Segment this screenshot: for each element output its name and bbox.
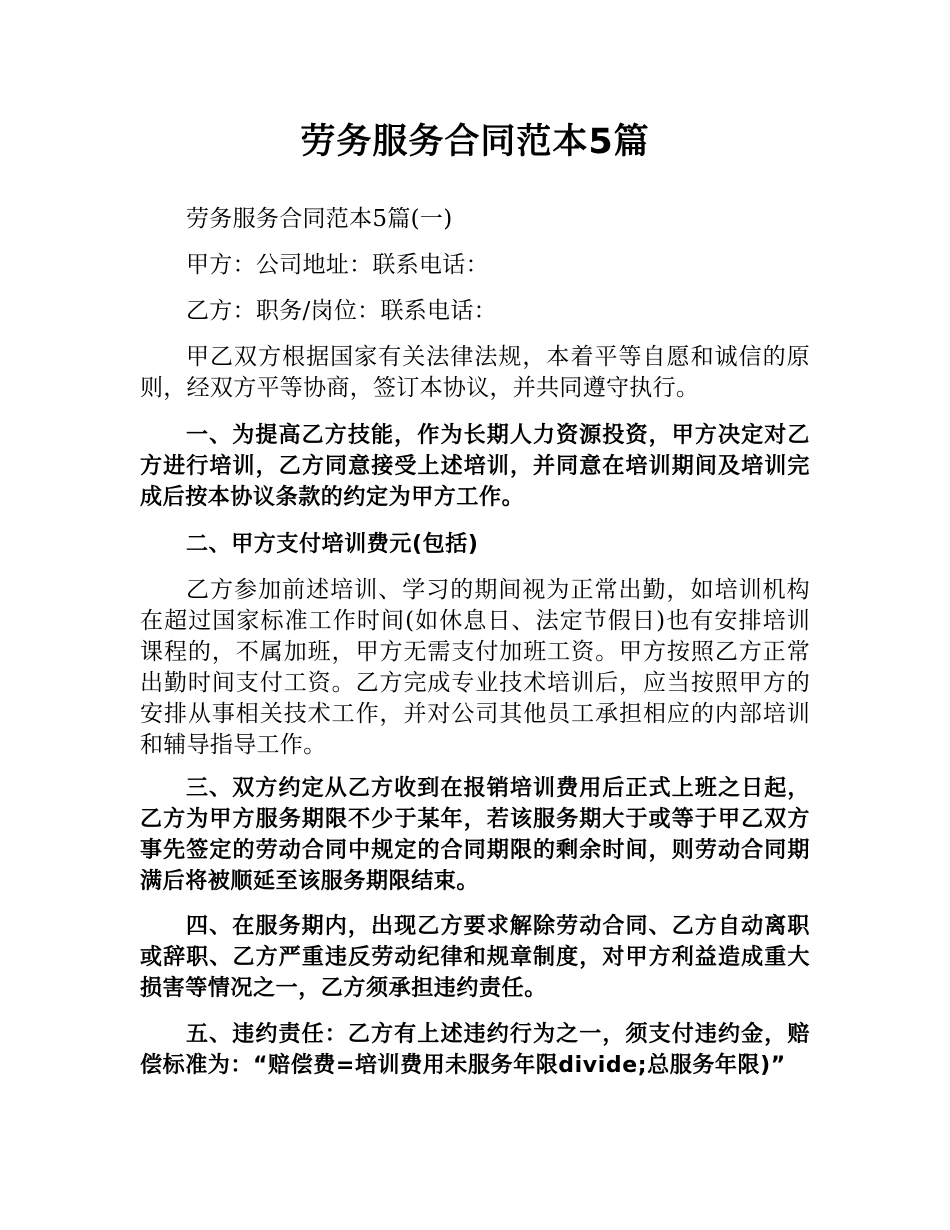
document-title: 劳务服务合同范本5篇 bbox=[300, 122, 650, 162]
party-a-line: 甲方：公司地址：联系电话： bbox=[186, 252, 489, 278]
intro-paragraph: 甲乙双方根据国家有关法律法规，本着平等自愿和诚信的原则，经双方平等协商，签订本协议，并共同遵守执行。 bbox=[140, 344, 810, 401]
clause-1: 一、为提高乙方技能，作为长期人力资源投资，甲方决定对乙方进行培训，乙方同意接受上述培训，并同意在培训期间及培训完成后按本协议条款的约定为甲方工作。 bbox=[140, 423, 810, 510]
clause-4: 四、在服务期内，出现乙方要求解除劳动合同、乙方自动离职或辞职、乙方严重违反劳动纪律和规章制度，对甲方利益造成重大损害等情况之一，乙方须承担违约责任。 bbox=[140, 914, 810, 1001]
clause-2-body: 乙方参加前述培训、学习的期间视为正常出勤，如培训机构在超过国家标准工作时间(如休息日、法定节假日)也有安排培训课程的，不属加班，甲方无需支付加班工资。甲方按照乙方正常出勤时间支付工资。乙方完成专业技术培训后，应当按照甲方的安排从事相关技术工作，并对公司其他员工承担相应的内部培训和辅导指导工作。 bbox=[140, 577, 810, 758]
clause-5: 五、违约责任：乙方有上述违约行为之一，须支付违约金，赔偿标准为：“赔偿费=培训费用未服务年限divide;总服务年限)” bbox=[140, 1022, 810, 1078]
contract-subtitle: 劳务服务合同范本5篇(一) bbox=[186, 206, 453, 232]
party-b-line: 乙方：职务/岗位：联系电话： bbox=[186, 298, 497, 324]
clause-2-heading: 二、甲方支付培训费元(包括) bbox=[186, 532, 479, 557]
clause-3: 三、双方约定从乙方收到在报销培训费用后正式上班之日起，乙方为甲方服务期限不少于某年，若该服务期大于或等于甲乙双方事先签定的劳动合同中规定的合同期限的剩余时间，则劳动合同期满后将被顺延至该服务期限结束。 bbox=[140, 776, 810, 894]
